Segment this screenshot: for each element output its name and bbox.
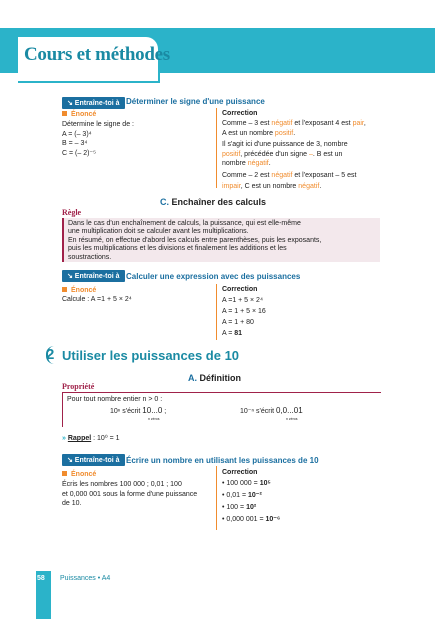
- double-arrow-icon: »: [62, 435, 66, 442]
- correction-list: [222, 478, 280, 526]
- square-icon: [62, 111, 67, 116]
- propriete-label: Propriété: [62, 382, 95, 391]
- enonce-label: Énoncé: [62, 111, 96, 118]
- section-number: 2: [46, 346, 55, 363]
- section-bracket: [46, 346, 60, 364]
- correction-text: A =1 + 5 × 2⁴ A = 1 + 5 × 16 A = 1 + 80 A = 81: [222, 297, 266, 337]
- exercise-heading: Écrire un nombre en utilisant les puissances de 10: [126, 456, 319, 465]
- correction-text: Comme – 3 est négatif et l'exposant 4 est pair, A est un nombre positif. Il s'agit ici d'une puissance de 3, nombre positif, précédée d'un signe –. B est un nombre négatif. Comme – 2 est négatif et l'exposant – 5 est impair, C est un nombre négatif.: [222, 120, 366, 190]
- enonce-text: Écris les nombres 100 000 ; 0,01 ; 100 et 0,000 001 sous la forme d'une puissance de 10.: [62, 481, 198, 507]
- list-item: • 100 = 10²: [222, 504, 257, 511]
- correction-label: Correction: [222, 110, 258, 117]
- enonce-label: Énoncé: [62, 287, 96, 294]
- exercise-badge: ↘ Entraîne-toi à: [62, 270, 125, 282]
- page-title: Cours et méthodes: [24, 44, 170, 65]
- page-number: 58: [37, 575, 45, 582]
- enonce-text: Détermine le signe de : A = (– 3)⁴ B = – 3⁴ C = (– 2)⁻⁵: [62, 121, 134, 157]
- enonce-text: Calcule : A =1 + 5 × 2⁴: [62, 296, 132, 303]
- footer-text: Puissances • A4: [60, 575, 111, 582]
- divider: [216, 466, 217, 530]
- list-item: • 100 000 = 10⁵: [222, 480, 271, 487]
- list-item: • 0,01 = 10⁻²: [222, 492, 262, 499]
- square-icon: [62, 287, 67, 292]
- positive-note: n zéros: [148, 417, 160, 421]
- correction-label: Correction: [222, 286, 258, 293]
- exercise-badge: ↘ Entraîne-toi à: [62, 97, 125, 109]
- exercise-badge: ↘ Entraîne-toi à: [62, 454, 125, 466]
- rappel: » Rappel : 10⁰ = 1: [62, 435, 120, 442]
- negative-power: 10⁻ⁿ s'écrit 0,0...01: [240, 406, 303, 415]
- regle-box: Dans le cas d'un enchaînement de calculs, la puissance, qui est elle-même une multiplication doit se calculer avant les multiplications. En résumé, on effectue d'abord les calculs entre parenthèses, puis les exposants, puis les multiplications et les divisions et finalement les additions et les soustractions.: [62, 218, 380, 262]
- exercise-heading: Déterminer le signe d'une puissance: [126, 97, 265, 106]
- negative-note: n zéros: [286, 417, 298, 421]
- section-c-title: C. Enchaîner des calculs: [160, 197, 267, 207]
- section-a-title: A. Définition: [188, 373, 242, 383]
- section-title: Utiliser les puissances de 10: [62, 348, 240, 363]
- propriete-intro: Pour tout nombre entier n > 0 :: [67, 396, 163, 403]
- square-icon: [62, 471, 67, 476]
- divider: [216, 284, 217, 340]
- positive-power: 10ⁿ s'écrit 10...0 ;: [110, 406, 167, 415]
- list-item: • 0,000 001 = 10⁻⁶: [222, 516, 281, 523]
- regle-label: Règle: [62, 208, 82, 217]
- enonce-label: Énoncé: [62, 471, 96, 478]
- correction-label: Correction: [222, 469, 258, 476]
- exercise-heading: Calculer une expression avec des puissances: [126, 272, 301, 281]
- divider: [216, 108, 217, 188]
